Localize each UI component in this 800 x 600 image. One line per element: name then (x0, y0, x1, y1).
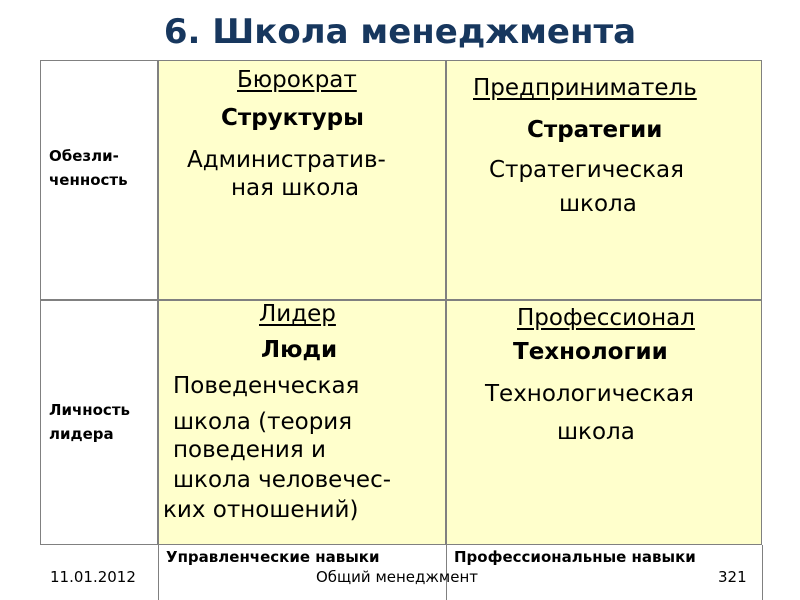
quadrant-school-line1: Поведенческая (173, 373, 360, 399)
quadrant-school-line1: Технологическая (485, 381, 694, 407)
column-label-management-skills: Управленческие навыки (166, 548, 380, 566)
row-label-line1: Личность (49, 401, 131, 419)
row-label-line2: ченность (49, 171, 128, 189)
column-label-professional-skills: Профессиональные навыки (454, 548, 696, 566)
footer-divider-left (158, 545, 159, 600)
quadrant-school-line2: школа (теория (173, 409, 353, 435)
quadrant-role: Предприниматель (473, 75, 697, 101)
row-label-depersonalization (40, 60, 158, 300)
quadrant-focus: Технологии (513, 339, 668, 365)
row-label-line1: Обезли- (49, 147, 119, 165)
quadrant-role: Бюрократ (237, 67, 357, 93)
quadrant-professional (446, 300, 762, 545)
quadrant-school-line4: школа человечес- (173, 467, 392, 493)
quadrant-school-line1: Административ- (187, 147, 386, 173)
quadrant-school-line1: Стратегическая (489, 157, 684, 183)
footer-divider-right (762, 545, 763, 600)
quadrant-school-line2: ная школа (231, 175, 360, 201)
quadrant-role: Профессионал (517, 305, 695, 331)
footer-date: 11.01.2012 (50, 568, 136, 586)
quadrant-entrepreneur (446, 60, 762, 300)
row-label-leader-personality (40, 300, 158, 545)
quadrant-focus: Структуры (221, 105, 364, 131)
quadrant-school-line2: школа (557, 419, 635, 445)
quadrant-leader (158, 300, 446, 545)
quadrant-school-line2: школа (559, 191, 637, 217)
quadrant-role: Лидер (259, 301, 336, 327)
quadrant-school-line3: поведения и (173, 437, 326, 463)
quadrant-focus: Стратегии (527, 117, 663, 143)
quadrant-school-line5: ких отношений) (163, 497, 359, 523)
row-label-line2: лидера (49, 425, 114, 443)
footer-center-text: Общий менеджмент (316, 568, 479, 586)
slide-title: 6. Школа менеджмента (163, 12, 637, 52)
footer-page-number: 321 (718, 568, 747, 586)
quadrant-bureaucrat (158, 60, 446, 300)
quadrant-focus: Люди (261, 337, 338, 363)
